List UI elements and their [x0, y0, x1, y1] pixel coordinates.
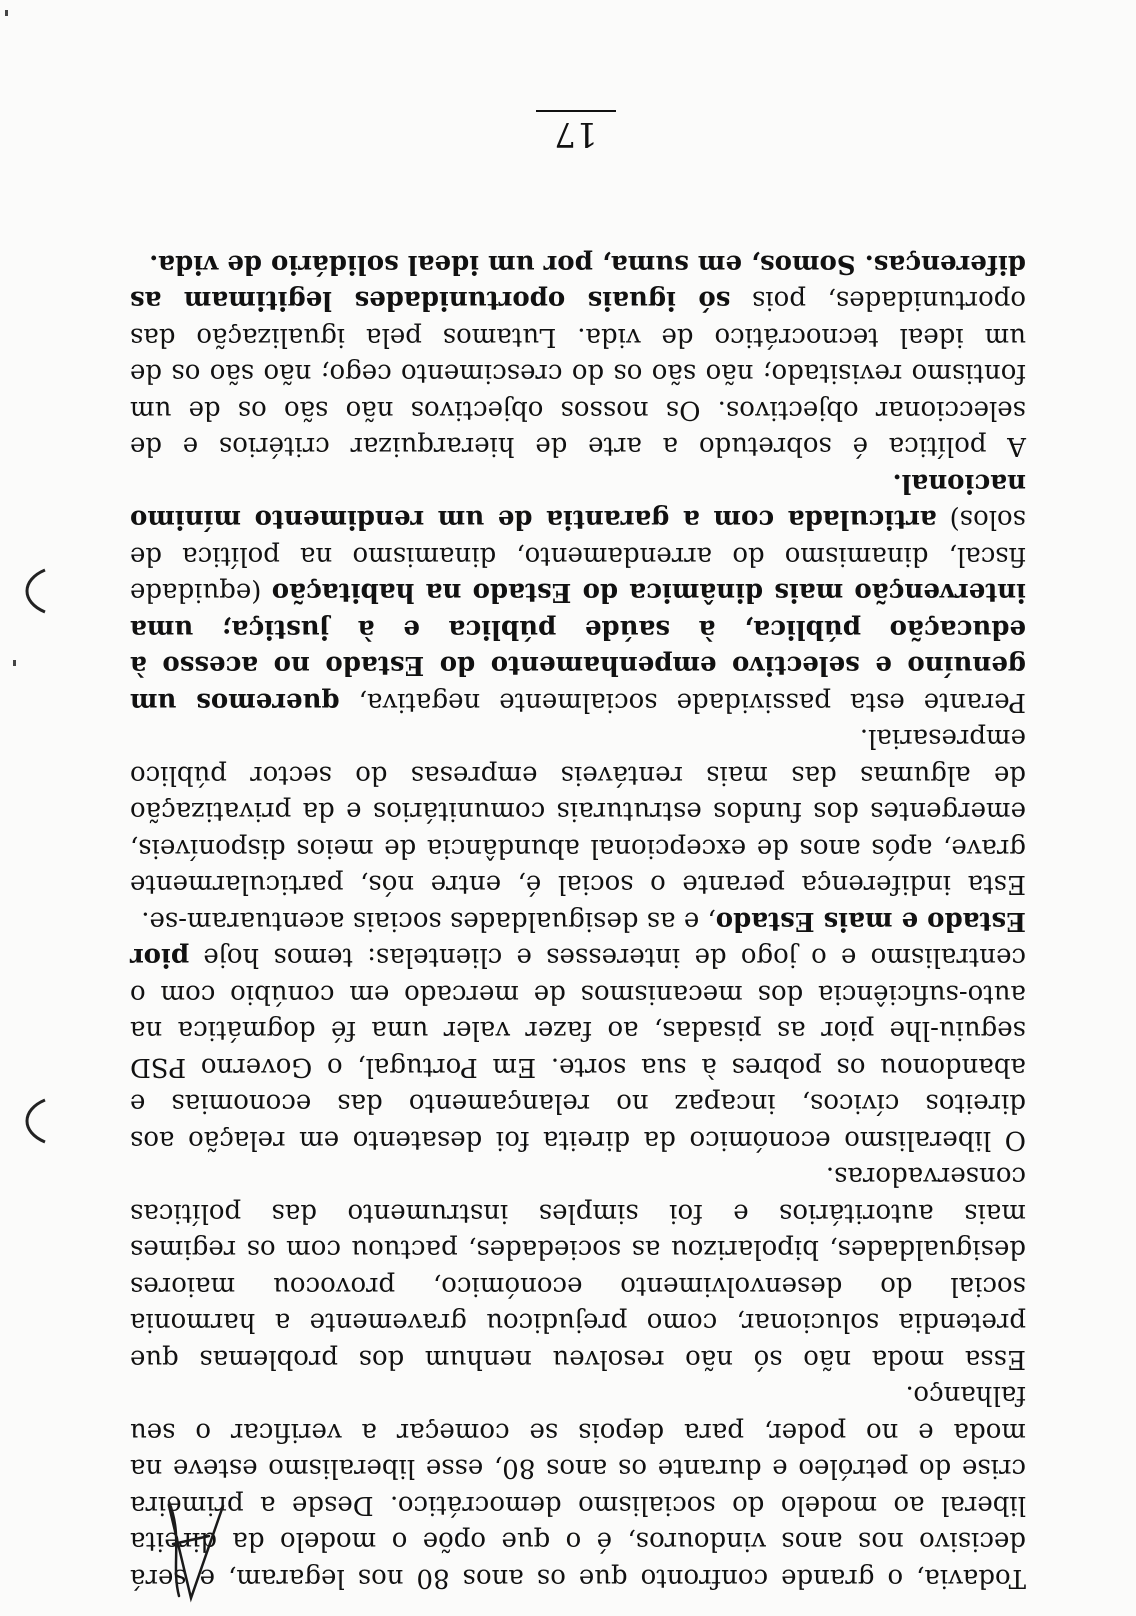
paragraph: [130, 246, 1026, 465]
paragraph: [130, 720, 1026, 903]
bold-text: pior Estado e mais Estado: [130, 906, 1026, 973]
bold-text: articulada com a garantia de um rendimento mínimo nacional.: [130, 468, 1026, 535]
margin-bracket-mark: [11, 1096, 51, 1146]
handwritten-initials: [151, 1496, 231, 1606]
bold-text: queremos um genuíno e selectivo empenhamento do Estado no acesso à educação pública, à saúde pública e à justiça; uma intervenção mais dinâmica do Estado na habitação: [130, 577, 1026, 717]
text-run: (equidade fiscal, dinamismo do arrendamento, dinamismo na política de solos): [130, 504, 1026, 608]
margin-speck: [13, 660, 16, 666]
text-run: Perante esta passividade socialmente negativa,: [339, 687, 1026, 717]
paragraph: [130, 1158, 1026, 1377]
text-run: Essa moda não só não resolveu nenhum dos problemas que pretendia solucionar, como prejudicou gravemente a harmonia social do desenvolvimento económico, provocou maiores desigualdades, bipolarizou as sociedades, pactuou com os regimes mais autoritários e foi simples instrumento das políticas conservadoras.: [130, 1161, 1026, 1374]
bold-text: só iguais oportunidades legitimam as diferenças. Somos, em suma, por um ideal solidário de vida.: [130, 249, 1026, 316]
paragraph: [130, 903, 1026, 1159]
body-text: [130, 246, 1026, 1597]
margin-bracket-mark: [11, 566, 51, 616]
paragraph: [130, 1377, 1026, 1596]
text-run: Todavia, o grande confronto que os anos 80 nos legaram, e será decisivo nos anos vindouros, é o que opõe o modelo da direita liberal ao modelo do socialismo democrático. Desde a primeira crise do petróleo e durante os anos 80, esse liberalismo esteve na moda e no poder, para depois se começar a verificar o seu falhanço.: [130, 1380, 1026, 1593]
text-run: Esta indiferença perante o social é, entre nós, particularmente grave, após anos de excepcional abundância de meios disponíveis, emergentes dos fundos estruturais comunitários e da privatização de algumas das mais rentáveis empresas do sector público empresarial.: [130, 723, 1026, 900]
text-run: , e as desigualdades sociais acentuaram-se.: [141, 906, 716, 936]
page-number: 17: [536, 110, 616, 156]
paragraph: [130, 465, 1026, 721]
margin-speck: [5, 10, 8, 16]
text-run: A política é sobretudo a arte de hierarquizar critérios e de seleccionar objectivos. Os nossos objectivos não são os de um fontismo revisitado; não são os do crescimento cego; não são os de um ideal tecnocrático de vida. Lutamos pela igualização das oportunidades, pois: [130, 285, 1026, 462]
text-run: O liberalismo económico da direita foi desatento em relação aos direitos cívicos, incapaz no relançamento das economias e abandonou os pobres à sua sorte. Em Portugal, o Governo PSD seguiu-lhe pior as pisadas, ao fazer valer uma fé dogmática na auto-suficiência dos mecanismos de mercado em conúbio com o centralismo e o jogo de interesses e clientelas: temos hoje: [130, 942, 1026, 1155]
